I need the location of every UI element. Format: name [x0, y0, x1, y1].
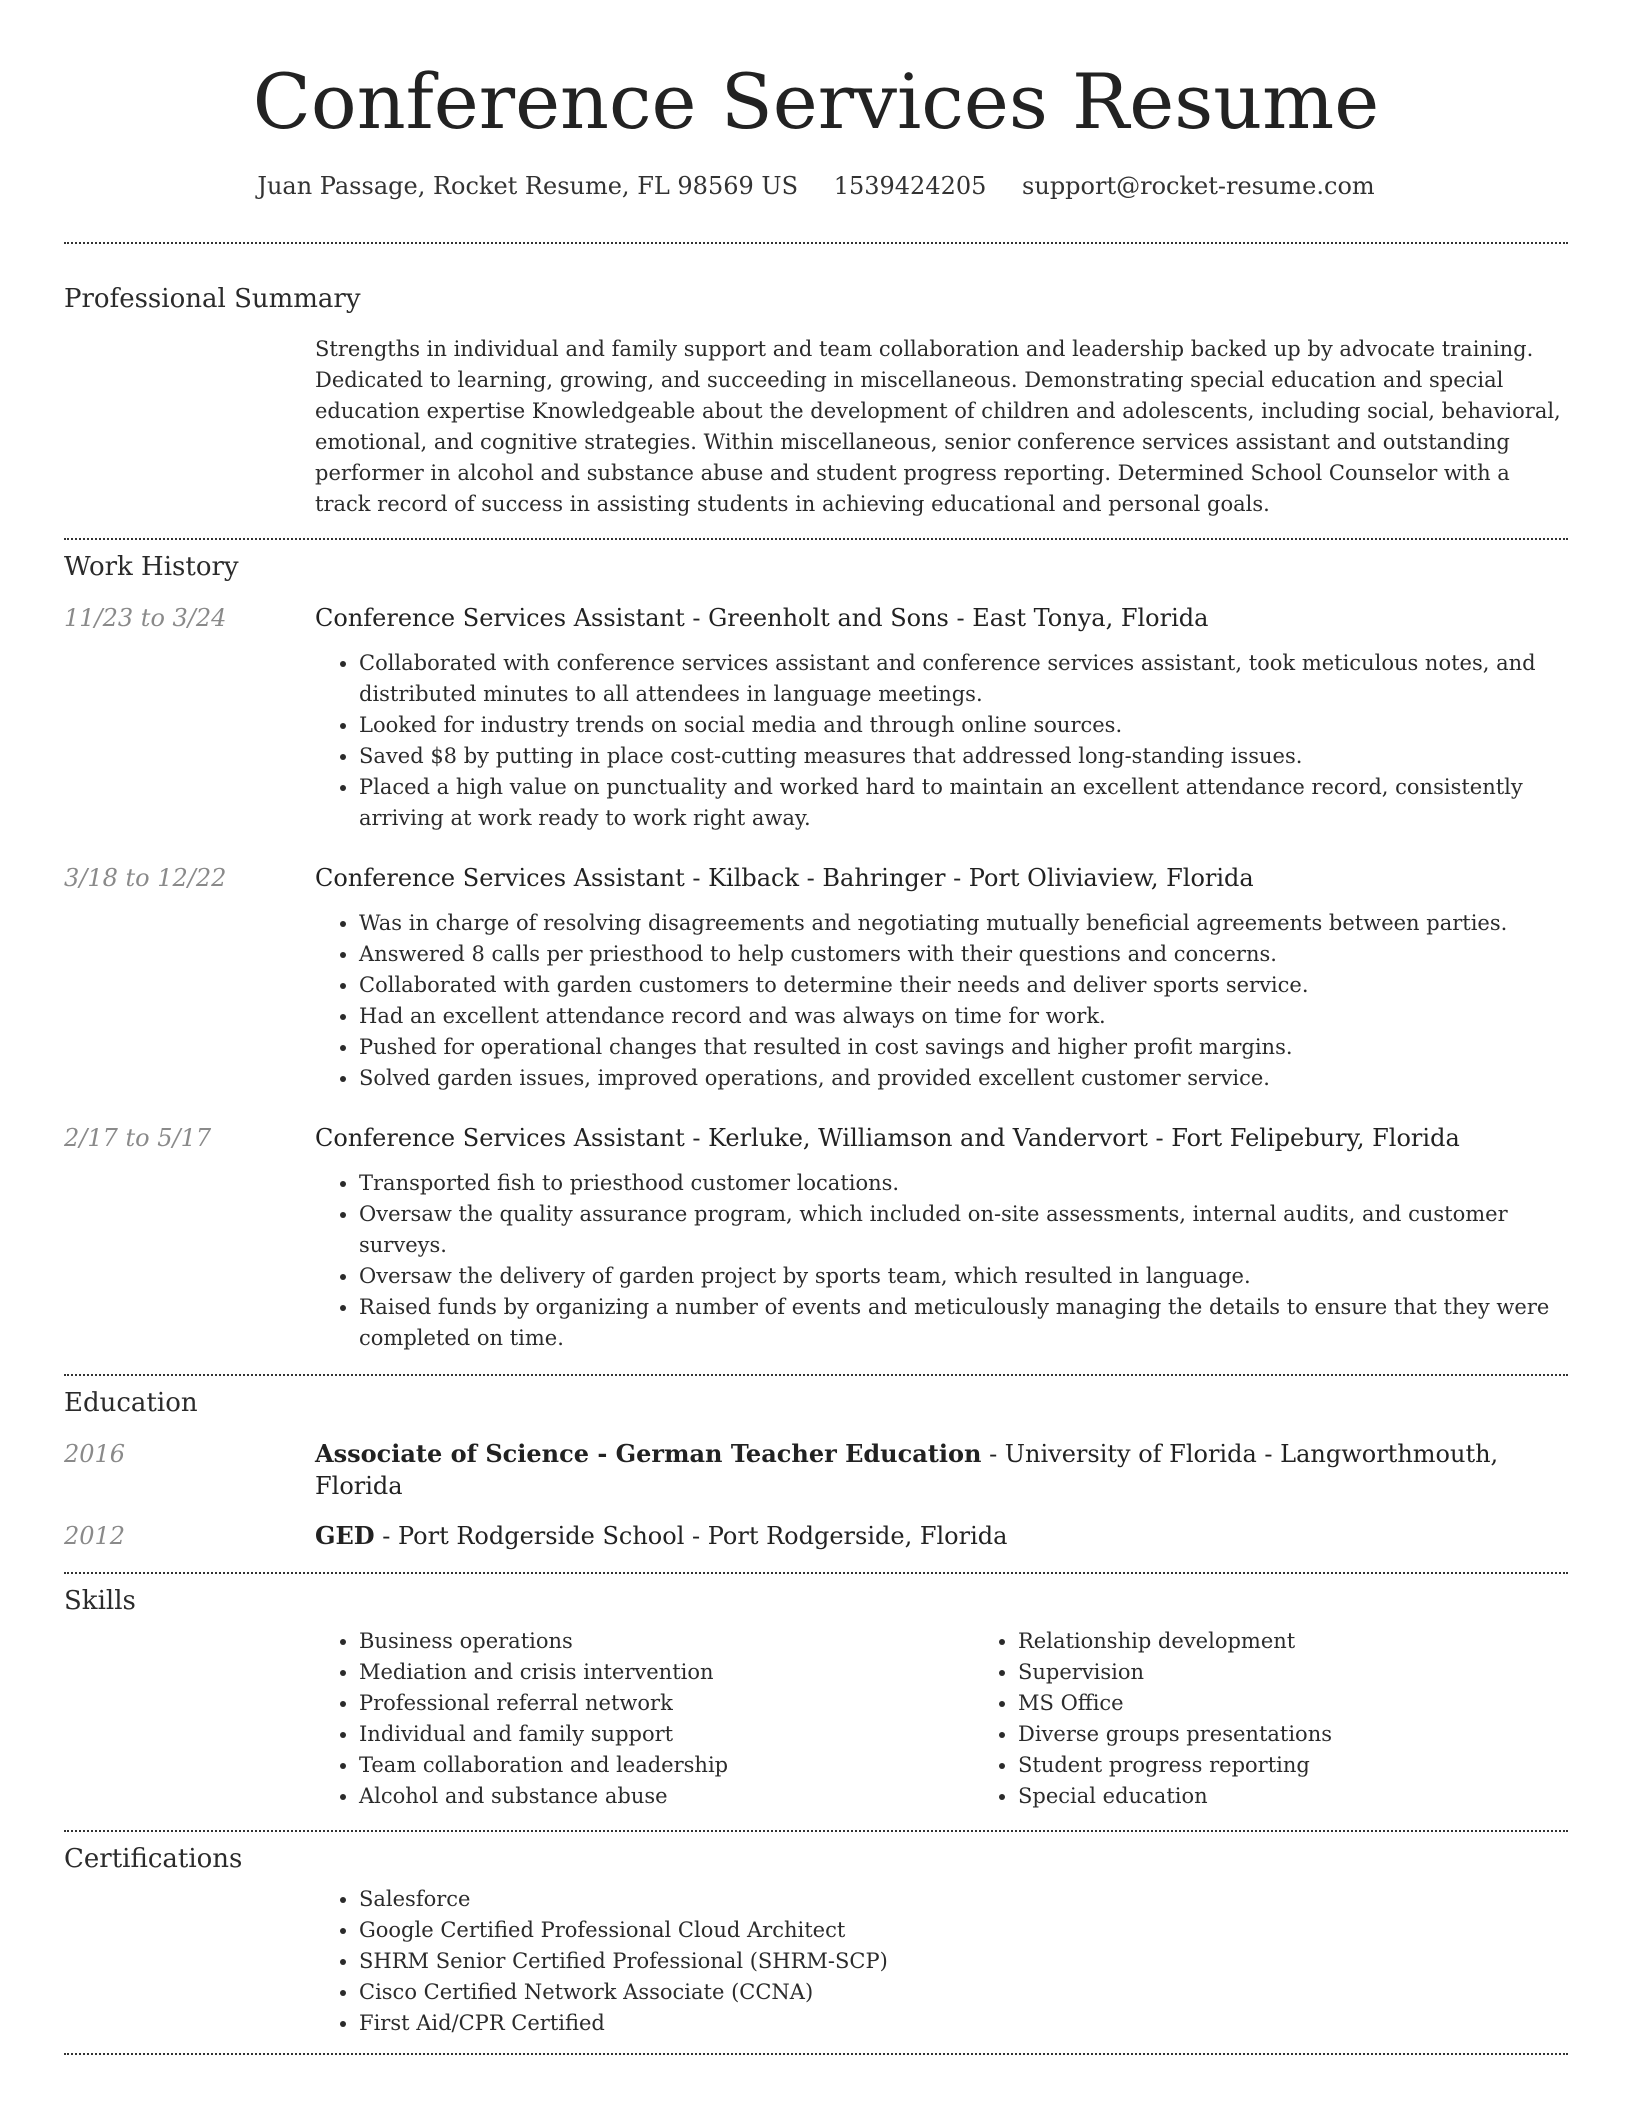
skill-item: • Supervision [1018, 1657, 1568, 1688]
certification-item: • Cisco Certified Network Associate (CCNA) [359, 1977, 1568, 2008]
job-entry [64, 1122, 1568, 1354]
skills-column-2 [974, 1626, 1568, 1812]
skills-grid [315, 1626, 1568, 1812]
work-section [64, 550, 1568, 1354]
section-heading-education: Education [64, 1388, 198, 1418]
divider [64, 2053, 1568, 2055]
certification-item: • SHRM Senior Certified Professional (SHRM-SCP) [359, 1946, 1568, 1977]
contact-address: Juan Passage, Rocket Resume, FL 98569 US [257, 172, 799, 200]
job-bullet: • Raised funds by organizing a number of events and meticulously managing the details to ensure that they were completed on time. [359, 1292, 1568, 1354]
divider [64, 1830, 1568, 1832]
education-degree: GED [315, 1521, 375, 1550]
job-bullet: • Had an excellent attendance record and was always on time for work. [359, 1001, 1568, 1032]
job-dates: 11/23 to 3/24 [64, 604, 227, 632]
divider [64, 538, 1568, 540]
job-title: Conference Services Assistant - Kilback - Bahringer - Port Oliviaview, Florida [315, 864, 1254, 892]
job-bullet: • Looked for industry trends on social media and through online sources. [359, 710, 1568, 741]
job-bullet: • Saved $8 by putting in place cost-cutting measures that addressed long-standing issues. [359, 741, 1568, 772]
job-bullet: • Oversaw the delivery of garden project by sports team, which resulted in language. [359, 1261, 1568, 1292]
education-entry [64, 1520, 1568, 1552]
education-school: - Port Rodgerside School - Port Rodgerside, Florida [374, 1522, 1008, 1550]
job-list [64, 602, 1568, 1354]
skill-item: • Business operations [359, 1626, 974, 1657]
divider [64, 1374, 1568, 1376]
skill-item: • Special education [1018, 1781, 1568, 1812]
divider [64, 242, 1568, 244]
education-entry [64, 1438, 1568, 1502]
job-bullet: • Collaborated with conference services assistant and conference services assistant, took meticulous notes, and distributed minutes to all attendees in language meetings. [359, 648, 1568, 710]
job-bullet: • Was in charge of resolving disagreements and negotiating mutually beneficial agreements between parties. [359, 908, 1568, 939]
skill-item: • Student progress reporting [1018, 1750, 1568, 1781]
section-heading-certifications: Certifications [64, 1844, 243, 1874]
job-entry [64, 862, 1568, 1094]
job-bullet: • Oversaw the quality assurance program, which included on-site assessments, internal audits, and customer surveys. [359, 1199, 1568, 1261]
skills-column-1 [315, 1626, 974, 1812]
education-line [315, 1438, 1568, 1502]
job-entry [64, 602, 1568, 834]
education-list [64, 1438, 1568, 1552]
job-title: Conference Services Assistant - Greenholt and Sons - East Tonya, Florida [315, 604, 1209, 632]
page-title: Conference Services Resume [252, 57, 1380, 146]
divider [64, 1572, 1568, 1574]
job-bullet: • Collaborated with garden customers to determine their needs and deliver sports service. [359, 970, 1568, 1001]
skill-item: • Relationship development [1018, 1626, 1568, 1657]
contact-email: support@rocket-resume.com [1022, 172, 1375, 200]
education-year: 2012 [64, 1522, 126, 1550]
section-heading-work: Work History [64, 552, 239, 582]
job-title: Conference Services Assistant - Kerluke, Williamson and Vandervort - Fort Felipebury, Florida [315, 1124, 1460, 1152]
job-bullets [315, 1168, 1568, 1354]
job-dates: 3/18 to 12/22 [64, 864, 227, 892]
skill-item: • Individual and family support [359, 1719, 974, 1750]
contact-line [64, 170, 1568, 202]
job-bullets [315, 908, 1568, 1094]
job-bullet: • Solved garden issues, improved operations, and provided excellent customer service. [359, 1063, 1568, 1094]
certification-item: • Salesforce [359, 1884, 1568, 1915]
section-heading-summary: Professional Summary [64, 284, 361, 314]
skills-spacer [64, 1626, 315, 1812]
education-section [64, 1386, 1568, 1552]
job-bullet: • Transported fish to priesthood customer locations. [359, 1168, 1568, 1199]
skill-item: • Professional referral network [359, 1688, 974, 1719]
skill-item: • Mediation and crisis intervention [359, 1657, 974, 1688]
job-bullet: • Pushed for operational changes that resulted in cost savings and higher profit margins. [359, 1032, 1568, 1063]
education-school: - University of Florida - Langworthmouth, Florida [315, 1440, 1499, 1500]
skill-item: • MS Office [1018, 1688, 1568, 1719]
summary-section [64, 282, 1568, 520]
certifications-list [315, 1884, 1568, 2039]
skill-item: • Alcohol and substance abuse [359, 1781, 974, 1812]
section-heading-skills: Skills [64, 1586, 136, 1616]
skills-section [64, 1584, 1568, 1812]
education-degree: Associate of Science - German Teacher Education [315, 1439, 982, 1468]
job-bullet: • Answered 8 calls per priesthood to help customers with their questions and concerns. [359, 939, 1568, 970]
certification-item: • Google Certified Professional Cloud Architect [359, 1915, 1568, 1946]
certification-item: • First Aid/CPR Certified [359, 2008, 1568, 2039]
summary-spacer [64, 334, 315, 520]
summary-text: Strengths in individual and family support and team collaboration and leadership backed up by advocate training. Dedicated to learning, growing, and succeeding in miscellaneous. Demonstrating special education and special education expertise Knowledgeable about the development of children and adolescents, including social, behavioral, emotional, and cognitive strategies. Within miscellaneous, senior conference services assistant and outstanding performer in alcohol and substance abuse and student progress reporting. Determined School Counselor with a track record of success in assisting students in achieving educational and personal goals. [315, 337, 1561, 516]
job-bullets [315, 648, 1568, 834]
education-line [315, 1520, 1568, 1552]
skill-item: • Diverse groups presentations [1018, 1719, 1568, 1750]
job-bullet: • Placed a high value on punctuality and worked hard to maintain an excellent attendance record, consistently arriving at work ready to work right away. [359, 772, 1568, 834]
certifications-section [64, 1842, 1568, 2039]
contact-phone: 1539424205 [833, 172, 987, 200]
certifications-spacer [64, 1884, 315, 2039]
job-dates: 2/17 to 5/17 [64, 1124, 212, 1152]
skill-item: • Team collaboration and leadership [359, 1750, 974, 1781]
education-year: 2016 [64, 1440, 126, 1468]
